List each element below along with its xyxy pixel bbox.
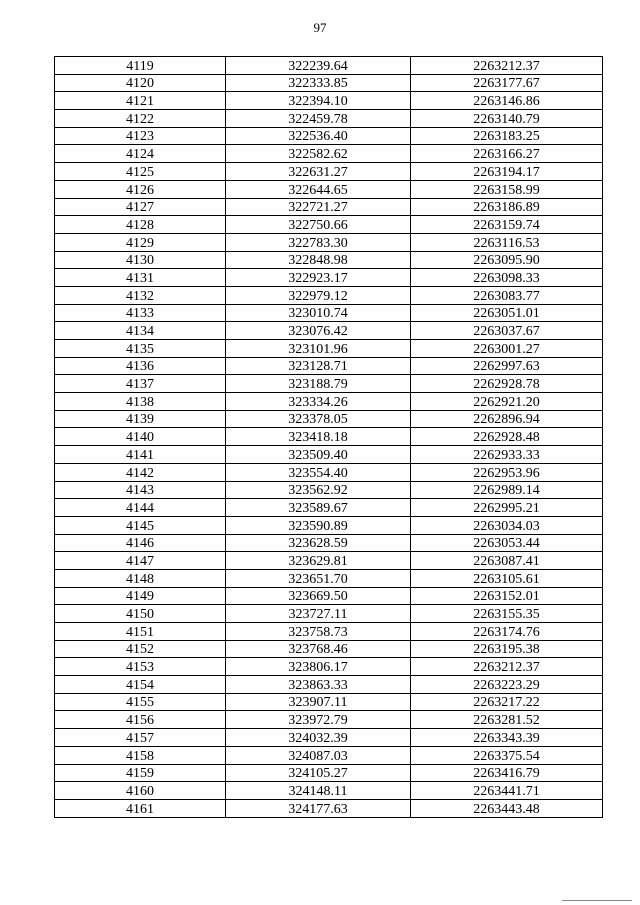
x-coordinate-cell: 322848.98 (226, 251, 411, 269)
x-coordinate-cell: 323806.17 (226, 658, 411, 676)
point-number-cell: 4128 (55, 216, 226, 234)
point-number-cell: 4152 (55, 640, 226, 658)
x-coordinate-cell: 323629.81 (226, 552, 411, 570)
table-row (55, 286, 603, 304)
x-coordinate-cell: 324105.27 (226, 764, 411, 782)
point-number-cell: 4134 (55, 322, 226, 340)
point-number-cell: 4149 (55, 587, 226, 605)
table-row (55, 127, 603, 145)
table-row (55, 57, 603, 75)
point-number-cell: 4124 (55, 145, 226, 163)
y-coordinate-cell: 2263083.77 (411, 286, 603, 304)
y-coordinate-cell: 2263217.22 (411, 693, 603, 711)
table-row (55, 782, 603, 800)
table-row (55, 764, 603, 782)
x-coordinate-cell: 323101.96 (226, 340, 411, 358)
x-coordinate-cell: 322394.10 (226, 92, 411, 110)
y-coordinate-cell: 2262997.63 (411, 357, 603, 375)
table-row (55, 534, 603, 552)
x-coordinate-cell: 324087.03 (226, 746, 411, 764)
y-coordinate-cell: 2263095.90 (411, 251, 603, 269)
point-number-cell: 4120 (55, 74, 226, 92)
point-number-cell: 4141 (55, 446, 226, 464)
table-row (55, 357, 603, 375)
point-number-cell: 4138 (55, 393, 226, 411)
x-coordinate-cell: 323863.33 (226, 676, 411, 694)
point-number-cell: 4147 (55, 552, 226, 570)
table-row (55, 110, 603, 128)
point-number-cell: 4125 (55, 163, 226, 181)
table-row (55, 428, 603, 446)
y-coordinate-cell: 2262928.78 (411, 375, 603, 393)
point-number-cell: 4130 (55, 251, 226, 269)
x-coordinate-cell: 323188.79 (226, 375, 411, 393)
x-coordinate-cell: 323669.50 (226, 587, 411, 605)
y-coordinate-cell: 2263158.99 (411, 180, 603, 198)
x-coordinate-cell: 322750.66 (226, 216, 411, 234)
point-number-cell: 4143 (55, 481, 226, 499)
table-row (55, 729, 603, 747)
x-coordinate-cell: 322644.65 (226, 180, 411, 198)
table-row (55, 676, 603, 694)
table-row (55, 251, 603, 269)
point-number-cell: 4156 (55, 711, 226, 729)
point-number-cell: 4119 (55, 57, 226, 75)
y-coordinate-cell: 2263152.01 (411, 587, 603, 605)
y-coordinate-cell: 2263212.37 (411, 57, 603, 75)
x-coordinate-cell: 322923.17 (226, 269, 411, 287)
x-coordinate-cell: 323378.05 (226, 410, 411, 428)
table-row (55, 304, 603, 322)
x-coordinate-cell: 323562.92 (226, 481, 411, 499)
point-number-cell: 4150 (55, 605, 226, 623)
x-coordinate-cell: 322333.85 (226, 74, 411, 92)
table-row (55, 552, 603, 570)
point-number-cell: 4123 (55, 127, 226, 145)
x-coordinate-cell: 323589.67 (226, 499, 411, 517)
point-number-cell: 4160 (55, 782, 226, 800)
x-coordinate-cell: 323010.74 (226, 304, 411, 322)
point-number-cell: 4154 (55, 676, 226, 694)
table-row (55, 658, 603, 676)
point-number-cell: 4139 (55, 410, 226, 428)
point-number-cell: 4146 (55, 534, 226, 552)
point-number-cell: 4135 (55, 340, 226, 358)
y-coordinate-cell: 2263116.53 (411, 233, 603, 251)
y-coordinate-cell: 2263186.89 (411, 198, 603, 216)
point-number-cell: 4145 (55, 516, 226, 534)
x-coordinate-cell: 323972.79 (226, 711, 411, 729)
table-row (55, 340, 603, 358)
point-number-cell: 4144 (55, 499, 226, 517)
x-coordinate-cell: 324177.63 (226, 799, 411, 817)
table-row (55, 569, 603, 587)
table-row (55, 640, 603, 658)
y-coordinate-cell: 2263195.38 (411, 640, 603, 658)
point-number-cell: 4126 (55, 180, 226, 198)
point-number-cell: 4153 (55, 658, 226, 676)
x-coordinate-cell: 322582.62 (226, 145, 411, 163)
x-coordinate-cell: 322631.27 (226, 163, 411, 181)
point-number-cell: 4129 (55, 233, 226, 251)
y-coordinate-cell: 2263212.37 (411, 658, 603, 676)
x-coordinate-cell: 323076.42 (226, 322, 411, 340)
table-row (55, 216, 603, 234)
y-coordinate-cell: 2263177.67 (411, 74, 603, 92)
table-row (55, 516, 603, 534)
table-row (55, 198, 603, 216)
point-number-cell: 4158 (55, 746, 226, 764)
y-coordinate-cell: 2263343.39 (411, 729, 603, 747)
x-coordinate-cell: 323590.89 (226, 516, 411, 534)
y-coordinate-cell: 2262953.96 (411, 463, 603, 481)
x-coordinate-cell: 323727.11 (226, 605, 411, 623)
y-coordinate-cell: 2263105.61 (411, 569, 603, 587)
coordinates-table (54, 56, 603, 818)
point-number-cell: 4157 (55, 729, 226, 747)
y-coordinate-cell: 2263037.67 (411, 322, 603, 340)
table-row (55, 393, 603, 411)
point-number-cell: 4122 (55, 110, 226, 128)
x-coordinate-cell: 323128.71 (226, 357, 411, 375)
y-coordinate-cell: 2263155.35 (411, 605, 603, 623)
y-coordinate-cell: 2263034.03 (411, 516, 603, 534)
point-number-cell: 4133 (55, 304, 226, 322)
table-row (55, 145, 603, 163)
y-coordinate-cell: 2263281.52 (411, 711, 603, 729)
x-coordinate-cell: 322979.12 (226, 286, 411, 304)
table-row (55, 446, 603, 464)
table-row (55, 499, 603, 517)
y-coordinate-cell: 2263416.79 (411, 764, 603, 782)
y-coordinate-cell: 2263375.54 (411, 746, 603, 764)
point-number-cell: 4148 (55, 569, 226, 587)
y-coordinate-cell: 2263140.79 (411, 110, 603, 128)
x-coordinate-cell: 323768.46 (226, 640, 411, 658)
coordinates-table-body (55, 57, 603, 818)
point-number-cell: 4131 (55, 269, 226, 287)
y-coordinate-cell: 2262921.20 (411, 393, 603, 411)
point-number-cell: 4127 (55, 198, 226, 216)
table-row (55, 410, 603, 428)
table-row (55, 269, 603, 287)
y-coordinate-cell: 2263443.48 (411, 799, 603, 817)
point-number-cell: 4121 (55, 92, 226, 110)
x-coordinate-cell: 323907.11 (226, 693, 411, 711)
table-row (55, 322, 603, 340)
table-row (55, 587, 603, 605)
point-number-cell: 4151 (55, 623, 226, 641)
y-coordinate-cell: 2262928.48 (411, 428, 603, 446)
x-coordinate-cell: 323758.73 (226, 623, 411, 641)
y-coordinate-cell: 2263441.71 (411, 782, 603, 800)
y-coordinate-cell: 2263174.76 (411, 623, 603, 641)
table-row (55, 693, 603, 711)
x-coordinate-cell: 322783.30 (226, 233, 411, 251)
table-row (55, 74, 603, 92)
table-row (55, 180, 603, 198)
table-row (55, 711, 603, 729)
page-number: 97 (313, 20, 327, 35)
point-number-cell: 4161 (55, 799, 226, 817)
y-coordinate-cell: 2263146.86 (411, 92, 603, 110)
y-coordinate-cell: 2263194.17 (411, 163, 603, 181)
y-coordinate-cell: 2262896.94 (411, 410, 603, 428)
point-number-cell: 4137 (55, 375, 226, 393)
x-coordinate-cell: 323651.70 (226, 569, 411, 587)
x-coordinate-cell: 322459.78 (226, 110, 411, 128)
x-coordinate-cell: 322536.40 (226, 127, 411, 145)
table-row (55, 481, 603, 499)
table-row (55, 163, 603, 181)
x-coordinate-cell: 322721.27 (226, 198, 411, 216)
y-coordinate-cell: 2263098.33 (411, 269, 603, 287)
table-row (55, 746, 603, 764)
point-number-cell: 4136 (55, 357, 226, 375)
x-coordinate-cell: 323334.26 (226, 393, 411, 411)
x-coordinate-cell: 323418.18 (226, 428, 411, 446)
x-coordinate-cell: 324032.39 (226, 729, 411, 747)
table-row (55, 375, 603, 393)
table-row (55, 605, 603, 623)
y-coordinate-cell: 2262995.21 (411, 499, 603, 517)
y-coordinate-cell: 2263051.01 (411, 304, 603, 322)
scan-edge-mark (562, 900, 632, 901)
table-row (55, 233, 603, 251)
point-number-cell: 4132 (55, 286, 226, 304)
table-row (55, 623, 603, 641)
y-coordinate-cell: 2262933.33 (411, 446, 603, 464)
y-coordinate-cell: 2263159.74 (411, 216, 603, 234)
y-coordinate-cell: 2263053.44 (411, 534, 603, 552)
y-coordinate-cell: 2263183.25 (411, 127, 603, 145)
point-number-cell: 4142 (55, 463, 226, 481)
x-coordinate-cell: 323628.59 (226, 534, 411, 552)
y-coordinate-cell: 2263087.41 (411, 552, 603, 570)
x-coordinate-cell: 323554.40 (226, 463, 411, 481)
point-number-cell: 4155 (55, 693, 226, 711)
x-coordinate-cell: 324148.11 (226, 782, 411, 800)
y-coordinate-cell: 2262989.14 (411, 481, 603, 499)
x-coordinate-cell: 323509.40 (226, 446, 411, 464)
x-coordinate-cell: 322239.64 (226, 57, 411, 75)
y-coordinate-cell: 2263223.29 (411, 676, 603, 694)
table-row (55, 463, 603, 481)
point-number-cell: 4140 (55, 428, 226, 446)
point-number-cell: 4159 (55, 764, 226, 782)
y-coordinate-cell: 2263001.27 (411, 340, 603, 358)
table-row (55, 799, 603, 817)
table-row (55, 92, 603, 110)
y-coordinate-cell: 2263166.27 (411, 145, 603, 163)
